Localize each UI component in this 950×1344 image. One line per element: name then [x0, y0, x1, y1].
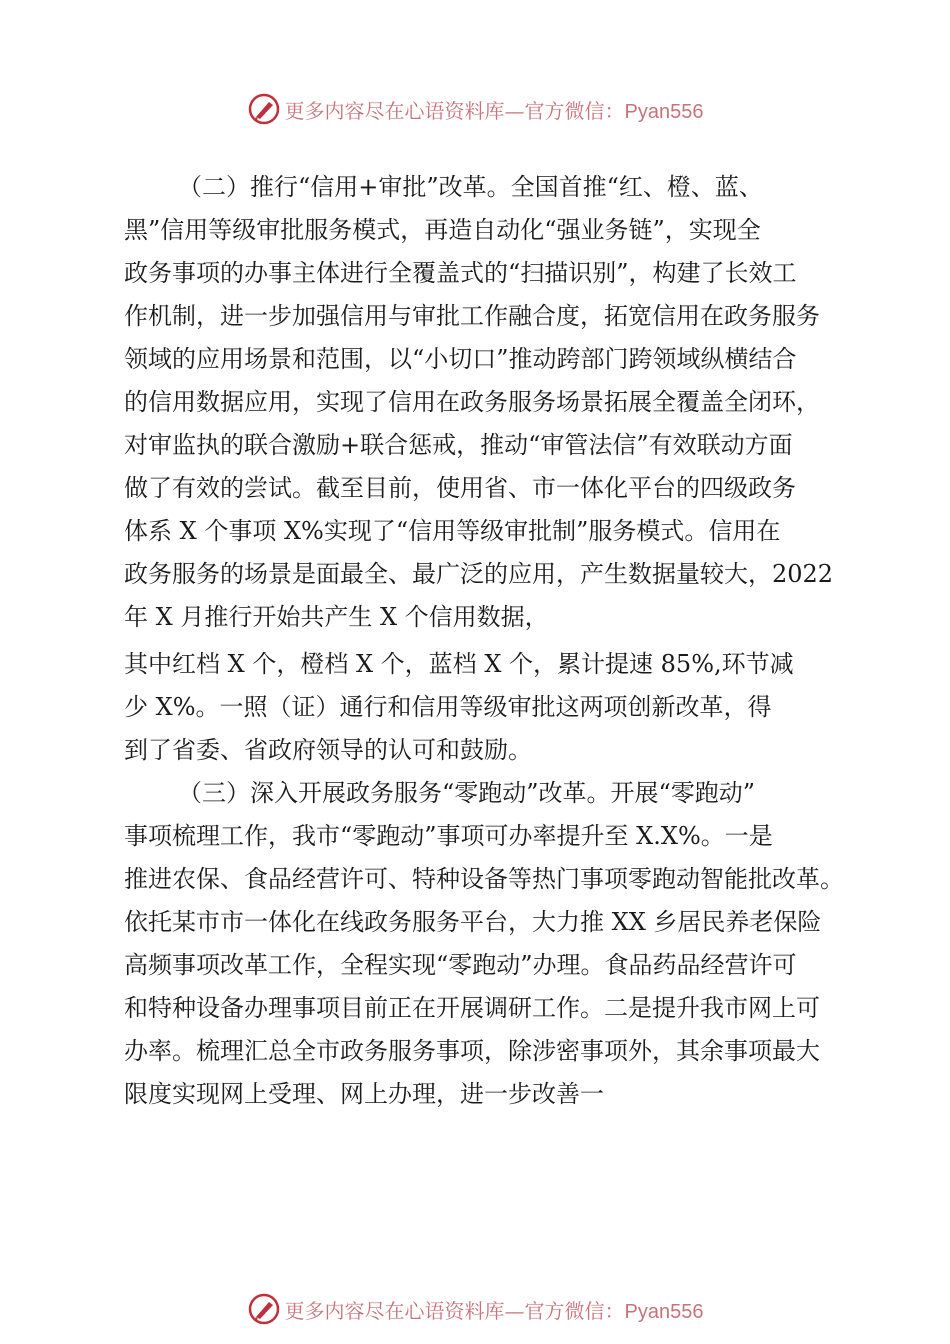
text-line: 办率。梳理汇总全市政务服务事项，除涉密事项外，其余事项最大 — [124, 1037, 820, 1065]
watermark-text: 更多内容尽在心语资料库—官方微信：Pyan556 — [284, 98, 704, 123]
text-line: 年 X 月推行开始共产生 X 个信用数据， — [124, 603, 549, 631]
text-line: 推进农保、食品经营许可、特种设备等热门事项零跑动智能批改革。 — [124, 865, 844, 893]
pen-logo-icon — [247, 92, 281, 126]
text-line: 高频事项改革工作，全程实现“零跑动”办理。食品药品经营许可 — [124, 951, 797, 979]
text-line: 依托某市市一体化在线政务服务平台，大力推 XX 乡居民养老保险 — [124, 908, 822, 936]
watermark-banner-bottom — [0, 1289, 950, 1329]
text-line: 到了省委、省政府领导的认可和鼓励。 — [124, 736, 532, 764]
watermark-text: 更多内容尽在心语资料库—官方微信：Pyan556 — [284, 1298, 704, 1323]
paragraph-zero-run-reform — [124, 772, 844, 1116]
text-line: 和特种设备办理事项目前正在开展调研工作。二是提升我市网上可 — [124, 994, 820, 1022]
text-line: 做了有效的尝试。截至目前，使用省、市一体化平台的四级政务 — [124, 474, 796, 502]
text-line: 对审监执的联合激励+联合惩戒，推动“审管法信”有效联动方面 — [124, 431, 793, 459]
text-line: 其中红档 X 个，橙档 X 个，蓝档 X 个，累计提速 85%,环节减 — [124, 650, 794, 678]
text-line: 少 X%。一照（证）通行和信用等级审批这两项创新改革，得 — [124, 693, 772, 721]
text-line: 政务服务的场景是面最全、最广泛的应用，产生数据量较大，2022 — [124, 560, 834, 588]
text-line: （二）推行“信用+审批”改革。全国首推“红、橙、蓝、 — [178, 173, 763, 201]
text-line: 限度实现网上受理、网上办理，进一步改善一 — [124, 1080, 604, 1108]
text-line: 事项梳理工作，我市“零跑动”事项可办率提升至 X.X%。一是 — [124, 822, 773, 850]
text-line: 体系 X 个事项 X%实现了“信用等级审批制”服务模式。信用在 — [124, 517, 781, 545]
pen-logo-icon — [247, 1292, 281, 1326]
text-line: （三）深入开展政务服务“零跑动”改革。开展“零跑动” — [178, 779, 756, 807]
text-line: 政务事项的办事主体进行全覆盖式的“扫描识别”，构建了长效工 — [124, 259, 797, 287]
text-line: 领域的应用场景和范围，以“小切口”推动跨部门跨领域纵横结合 — [124, 345, 797, 373]
text-line: 黑”信用等级审批服务模式，再造自动化“强业务链”，实现全 — [124, 216, 761, 244]
document-body — [124, 166, 844, 1116]
text-line: 作机制，进一步加强信用与审批工作融合度，拓宽信用在政务服务 — [124, 302, 820, 330]
watermark-banner-top — [0, 89, 950, 129]
text-line: 的信用数据应用，实现了信用在政务服务场景拓展全覆盖全闭环， — [124, 388, 820, 416]
paragraph-reform-credit-approval — [124, 166, 844, 772]
